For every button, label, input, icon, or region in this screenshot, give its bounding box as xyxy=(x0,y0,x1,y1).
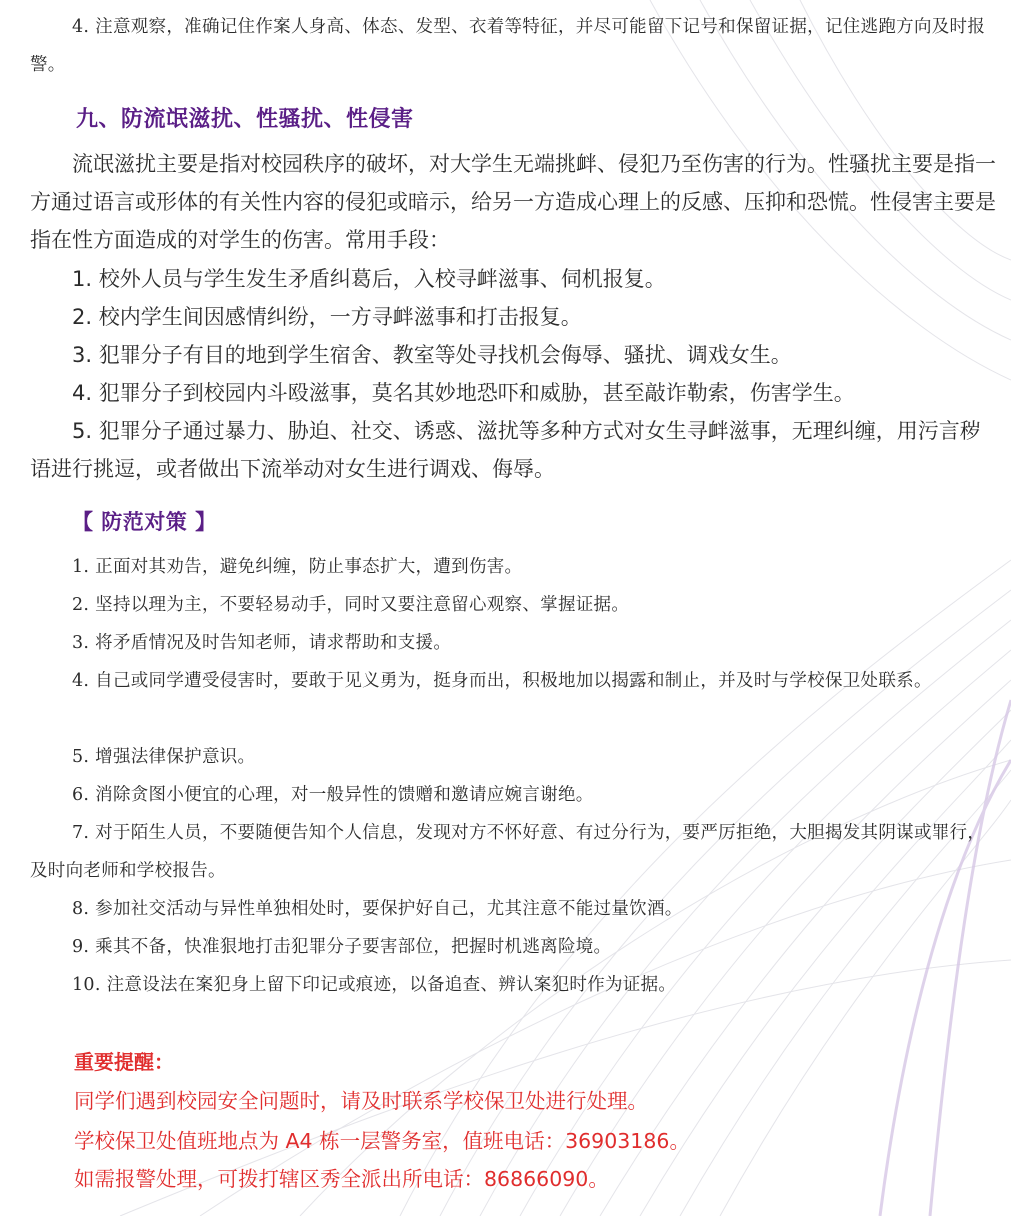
measure-item-9: 9. 乘其不备，快准狠地打击犯罪分子要害部位，把握时机逃离险境。 xyxy=(72,937,612,957)
measures-heading: 【 防范对策 】 xyxy=(72,510,217,534)
section-heading: 九、防流氓滋扰、性骚扰、性侵害 xyxy=(76,107,414,132)
reminder-line-1: 同学们遇到校园安全问题时，请及时联系学校保卫处进行处理。 xyxy=(74,1089,648,1113)
means-item-4: 4. 犯罪分子到校园内斗殴滋事，莫名其妙地恐吓和威胁，甚至敲诈勒索，伤害学生。 xyxy=(72,381,855,405)
measure-item-10: 10. 注意设法在案犯身上留下印记或痕迹，以备追查、辨认案犯时作为证据。 xyxy=(72,975,677,995)
reminder-line-2: 学校保卫处值班地点为 A4 栋一层警务室，值班电话：36903186。 xyxy=(74,1129,690,1153)
measure-item-2: 2. 坚持以理为主，不要轻易动手，同时又要注意留心观察、掌握证据。 xyxy=(72,595,630,615)
measure-item-1: 1. 正面对其劝告，避免纠缠，防止事态扩大，遭到伤害。 xyxy=(72,557,523,577)
measure-item-5: 5. 增强法律保护意识。 xyxy=(72,747,256,767)
means-item-2: 2. 校内学生间因感情纠纷，一方寻衅滋事和打击报复。 xyxy=(72,305,582,329)
section-paragraph: 流氓滋扰主要是指对校园秩序的破坏，对大学生无端挑衅、侵犯乃至伤害的行为。性骚扰主要是指一方通过语言或形体的有关性内容的侵犯或暗示，给另一方造成心理上的反感、压抑和恐慌。性侵害主要是指在性方面造成的对学生的伤害。常用手段： xyxy=(30,152,996,252)
reminder-heading: 重要提醒： xyxy=(74,1050,174,1074)
measure-item-3: 3. 将矛盾情况及时告知老师，请求帮助和支援。 xyxy=(72,633,452,653)
means-item-3: 3. 犯罪分子有目的地到学生宿舍、教室等处寻找机会侮辱、骚扰、调戏女生。 xyxy=(72,343,792,367)
measure-item-7: 7. 对于陌生人员，不要随便告知个人信息，发现对方不怀好意、有过分行为，要严厉拒绝，大胆揭发其阴谋或罪行，及时向老师和学校报告。 xyxy=(30,823,986,881)
intro-item-4: 4. 注意观察，准确记住作案人身高、体态、发型、衣着等特征，并尽可能留下记号和保留证据，记住逃跑方向及时报警。 xyxy=(30,17,986,75)
measure-item-8: 8. 参加社交活动与异性单独相处时，要保护好自己，尤其注意不能过量饮酒。 xyxy=(72,899,683,919)
means-item-5: 5. 犯罪分子通过暴力、胁迫、社交、诱惑、滋扰等多种方式对女生寻衅滋事，无理纠缠，用污言秽语进行挑逗，或者做出下流举动对女生进行调戏、侮辱。 xyxy=(30,419,981,481)
measure-item-4: 4. 自己或同学遭受侵害时，要敢于见义勇为，挺身而出，积极地加以揭露和制止，并及时与学校保卫处联系。 xyxy=(72,671,932,691)
reminder-line-3: 如需报警处理，可拨打辖区秀全派出所电话：86866090。 xyxy=(74,1167,609,1191)
measure-item-6: 6. 消除贪图小便宜的心理，对一般异性的馈赠和邀请应婉言谢绝。 xyxy=(72,785,594,805)
means-item-1: 1. 校外人员与学生发生矛盾纠葛后，入校寻衅滋事、伺机报复。 xyxy=(72,267,666,291)
